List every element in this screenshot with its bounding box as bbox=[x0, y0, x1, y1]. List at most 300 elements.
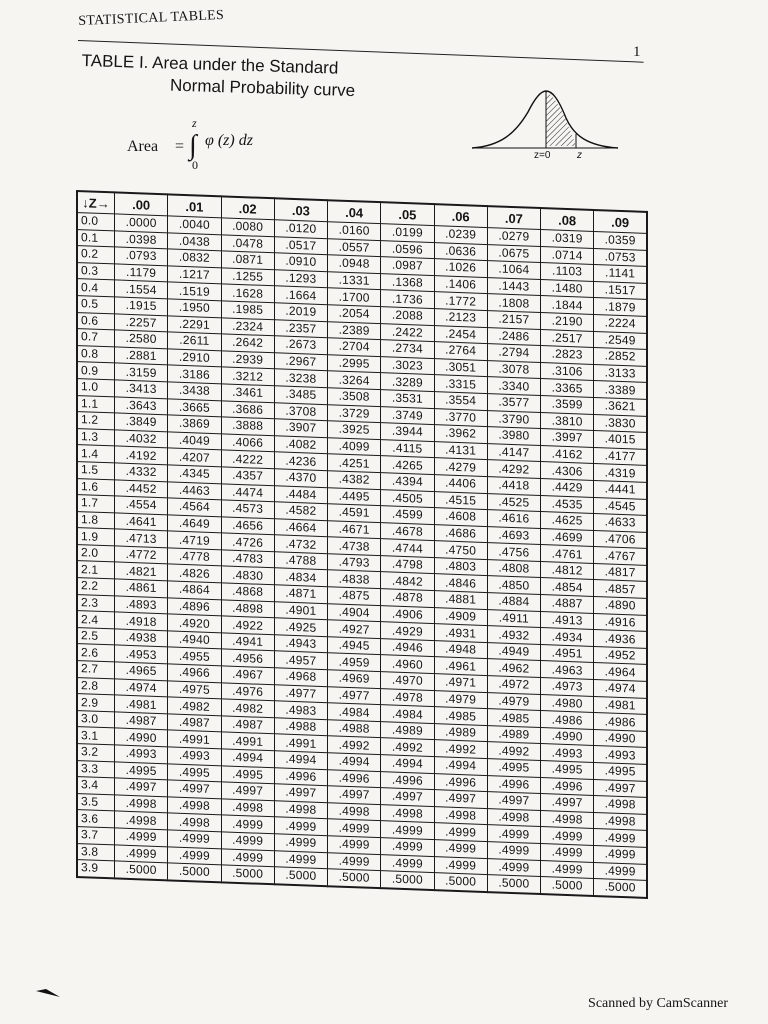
area-value-cell: .4292 bbox=[487, 460, 540, 479]
area-value-cell: .4979 bbox=[434, 690, 487, 709]
area-value-cell: .4998 bbox=[168, 813, 221, 832]
z-value-cell: 1.1 bbox=[77, 395, 115, 413]
area-value-cell: .4941 bbox=[221, 633, 274, 652]
area-value-cell: .3925 bbox=[328, 421, 381, 440]
area-value-cell: .1293 bbox=[274, 270, 327, 289]
z-value-cell: 1.0 bbox=[77, 378, 115, 396]
area-value-cell: .4967 bbox=[221, 666, 274, 685]
area-value-cell: .5000 bbox=[115, 861, 168, 880]
area-value-cell: .4306 bbox=[541, 462, 594, 481]
area-value-cell: .1950 bbox=[168, 299, 221, 318]
area-value-cell: .4934 bbox=[541, 628, 594, 647]
area-value-cell: .4999 bbox=[541, 844, 594, 863]
area-value-cell: .4974 bbox=[115, 679, 168, 698]
area-value-cell: .3554 bbox=[434, 392, 487, 411]
area-value-cell: .1517 bbox=[594, 281, 647, 300]
area-value-cell: .0714 bbox=[541, 246, 594, 265]
area-value-cell: .4975 bbox=[168, 680, 221, 699]
z-value-cell: 3.1 bbox=[77, 727, 115, 745]
area-value-cell: .3708 bbox=[274, 402, 327, 421]
area-value-cell: .4946 bbox=[381, 639, 434, 658]
area-value-cell: .5000 bbox=[541, 877, 594, 896]
area-value-cell: .3686 bbox=[221, 400, 274, 419]
area-value-cell: .4920 bbox=[168, 614, 221, 633]
area-value-cell: .2054 bbox=[328, 305, 381, 324]
area-value-cell: .0239 bbox=[434, 226, 487, 245]
area-value-cell: .3621 bbox=[594, 397, 647, 416]
area-value-cell: .4887 bbox=[541, 595, 594, 614]
area-value-cell: .0793 bbox=[115, 247, 168, 266]
area-value-cell: .1217 bbox=[168, 266, 221, 285]
z-value-cell: 0.8 bbox=[77, 345, 115, 363]
area-value-cell: .4976 bbox=[221, 682, 274, 701]
area-value-cell: .1844 bbox=[541, 296, 594, 315]
area-value-cell: .4972 bbox=[487, 676, 540, 695]
area-value-cell: .3888 bbox=[221, 417, 274, 436]
area-value-cell: .0398 bbox=[115, 231, 168, 250]
area-value-cell: .4591 bbox=[328, 504, 381, 523]
area-value-cell: .4999 bbox=[115, 844, 168, 863]
area-value-cell: .4857 bbox=[594, 580, 647, 599]
area-value-cell: .4798 bbox=[381, 556, 434, 575]
column-header: .01 bbox=[168, 194, 221, 217]
area-value-cell: .4989 bbox=[381, 721, 434, 740]
area-value-cell: .1026 bbox=[434, 259, 487, 278]
area-value-cell: .0987 bbox=[381, 257, 434, 276]
area-value-cell: .1368 bbox=[381, 273, 434, 292]
area-value-cell: .4987 bbox=[115, 712, 168, 731]
area-value-cell: .4988 bbox=[328, 720, 381, 739]
area-value-cell: .2422 bbox=[381, 323, 434, 342]
area-value-cell: .0910 bbox=[274, 253, 327, 272]
area-value-cell: .3980 bbox=[487, 427, 540, 446]
column-header: .02 bbox=[221, 196, 274, 219]
area-value-cell: .4999 bbox=[594, 829, 647, 848]
area-value-cell: .4978 bbox=[381, 688, 434, 707]
area-value-cell: .4916 bbox=[594, 613, 647, 632]
scanner-watermark: Scanned by CamScanner bbox=[588, 996, 728, 1011]
area-value-cell: .4868 bbox=[221, 583, 274, 602]
area-value-cell: .4998 bbox=[328, 803, 381, 822]
area-value-cell: .4162 bbox=[541, 445, 594, 464]
area-value-cell: .4842 bbox=[381, 572, 434, 591]
area-value-cell: .4999 bbox=[541, 827, 594, 846]
area-value-cell: .3577 bbox=[487, 394, 540, 413]
area-value-cell: .2257 bbox=[115, 313, 168, 332]
area-value-cell: .4929 bbox=[381, 622, 434, 641]
area-value-cell: .1255 bbox=[221, 268, 274, 287]
area-value-cell: .1480 bbox=[541, 279, 594, 298]
area-value-cell: .4693 bbox=[487, 526, 540, 545]
area-value-cell: .4995 bbox=[594, 762, 647, 781]
area-value-cell: .0636 bbox=[434, 242, 487, 261]
area-value-cell: .5000 bbox=[487, 875, 540, 894]
area-value-cell: .4999 bbox=[168, 830, 221, 849]
area-value-cell: .5000 bbox=[274, 867, 327, 886]
area-value-cell: .4998 bbox=[381, 804, 434, 823]
area-value-cell: .4936 bbox=[594, 630, 647, 649]
area-value-cell: .3238 bbox=[274, 369, 327, 388]
area-value-cell: .4994 bbox=[381, 755, 434, 774]
area-value-cell: .4394 bbox=[381, 473, 434, 492]
area-value-cell: .4968 bbox=[274, 668, 327, 687]
integral-sign: ∫ bbox=[189, 130, 197, 161]
area-value-cell: .4738 bbox=[328, 537, 381, 556]
area-value-cell: .4382 bbox=[328, 471, 381, 490]
area-value-cell: .4996 bbox=[434, 773, 487, 792]
area-value-cell: .3023 bbox=[381, 356, 434, 375]
area-value-cell: .1443 bbox=[487, 277, 540, 296]
area-value-cell: .4951 bbox=[541, 644, 594, 663]
area-value-cell: .4671 bbox=[328, 520, 381, 539]
area-value-cell: .2910 bbox=[168, 349, 221, 368]
area-value-cell: .2642 bbox=[221, 334, 274, 353]
area-value-cell: .4949 bbox=[487, 642, 540, 661]
area-value-cell: .4992 bbox=[381, 738, 434, 757]
area-value-cell: .2123 bbox=[434, 309, 487, 328]
area-value-cell: .3643 bbox=[115, 396, 168, 415]
area-value-cell: .4463 bbox=[168, 481, 221, 500]
column-header: .03 bbox=[274, 198, 327, 221]
area-value-cell: .2967 bbox=[274, 353, 327, 372]
area-value-cell: .4994 bbox=[274, 751, 327, 770]
area-value-cell: .4370 bbox=[274, 469, 327, 488]
area-value-cell: .4878 bbox=[381, 589, 434, 608]
area-value-cell: .4505 bbox=[381, 489, 434, 508]
area-value-cell: .4988 bbox=[274, 718, 327, 737]
area-value-cell: .4992 bbox=[328, 736, 381, 755]
z-value-cell: 1.3 bbox=[77, 428, 115, 446]
area-value-cell: .0199 bbox=[381, 224, 434, 243]
area-value-cell: .4960 bbox=[381, 655, 434, 674]
area-value-cell: .3389 bbox=[594, 381, 647, 400]
area-value-cell: .4998 bbox=[115, 811, 168, 830]
z-value-cell: 3.3 bbox=[77, 760, 115, 778]
area-value-cell: .4999 bbox=[381, 821, 434, 840]
area-value-cell: .4974 bbox=[594, 680, 647, 699]
area-value-cell: .1664 bbox=[274, 286, 327, 305]
area-value-cell: .2549 bbox=[594, 331, 647, 350]
area-value-cell: .4996 bbox=[541, 777, 594, 796]
area-value-cell: .5000 bbox=[168, 863, 221, 882]
z-value-cell: 0.2 bbox=[77, 246, 115, 264]
area-value-cell: .4985 bbox=[487, 709, 540, 728]
area-value-cell: .4997 bbox=[487, 792, 540, 811]
area-value-cell: .4699 bbox=[541, 528, 594, 547]
area-value-cell: .2794 bbox=[487, 344, 540, 363]
area-value-cell: .4573 bbox=[221, 500, 274, 519]
area-value-cell: .3212 bbox=[221, 367, 274, 386]
corner-header: ↓Z→ bbox=[77, 191, 115, 214]
area-value-cell: .4998 bbox=[594, 812, 647, 831]
area-value-cell: .0517 bbox=[274, 236, 327, 255]
area-value-cell: .4582 bbox=[274, 502, 327, 521]
z-value-cell: 3.6 bbox=[77, 810, 115, 828]
area-value-cell: .4999 bbox=[594, 845, 647, 864]
z-value-cell: 2.5 bbox=[77, 627, 115, 645]
area-value-cell: .4927 bbox=[328, 620, 381, 639]
area-value-cell: .3365 bbox=[541, 379, 594, 398]
area-value-cell: .4984 bbox=[381, 705, 434, 724]
area-value-cell: .4898 bbox=[221, 599, 274, 618]
z-value-cell: 2.3 bbox=[77, 594, 115, 612]
area-value-cell: .4956 bbox=[221, 649, 274, 668]
area-value-cell: .4995 bbox=[221, 765, 274, 784]
area-value-cell: .4987 bbox=[221, 716, 274, 735]
area-value-cell: .4236 bbox=[274, 452, 327, 471]
area-value-cell: .4429 bbox=[541, 478, 594, 497]
area-value-cell: .4999 bbox=[274, 834, 327, 853]
area-value-cell: .0120 bbox=[274, 220, 327, 239]
area-value-cell: .4826 bbox=[168, 564, 221, 583]
z-value-cell: 3.2 bbox=[77, 744, 115, 762]
formula-area-label: Area bbox=[127, 138, 159, 155]
area-value-cell: .4990 bbox=[594, 729, 647, 748]
area-value-cell: .4997 bbox=[541, 794, 594, 813]
area-value-cell: .0478 bbox=[221, 234, 274, 253]
area-value-cell: .4474 bbox=[221, 483, 274, 502]
area-value-cell: .1554 bbox=[115, 280, 168, 299]
area-value-cell: .4871 bbox=[274, 585, 327, 604]
area-value-cell: .0871 bbox=[221, 251, 274, 270]
area-value-cell: .4997 bbox=[274, 784, 327, 803]
area-value-cell: .2734 bbox=[381, 340, 434, 359]
area-value-cell: .2704 bbox=[328, 338, 381, 357]
area-value-cell: .3413 bbox=[115, 380, 168, 399]
area-value-cell: .4846 bbox=[434, 574, 487, 593]
area-value-cell: .3159 bbox=[115, 363, 168, 382]
area-value-cell: .4319 bbox=[594, 464, 647, 483]
area-value-cell: .2291 bbox=[168, 315, 221, 334]
area-value-cell: .4996 bbox=[274, 767, 327, 786]
area-value-cell: .4948 bbox=[434, 640, 487, 659]
area-value-cell: .0359 bbox=[594, 231, 647, 250]
area-value-cell: .4713 bbox=[115, 529, 168, 548]
area-value-cell: .2852 bbox=[594, 348, 647, 367]
area-value-cell: .4049 bbox=[168, 432, 221, 451]
area-value-cell: .4993 bbox=[168, 747, 221, 766]
area-value-cell: .4099 bbox=[328, 437, 381, 456]
area-value-cell: .4999 bbox=[274, 850, 327, 869]
area-value-cell: .4222 bbox=[221, 450, 274, 469]
area-value-cell: .4996 bbox=[328, 769, 381, 788]
area-value-cell: .4982 bbox=[221, 699, 274, 718]
area-value-cell: .4850 bbox=[487, 576, 540, 595]
area-value-cell: .4788 bbox=[274, 552, 327, 571]
area-value-cell: .4986 bbox=[594, 713, 647, 732]
area-value-cell: .4564 bbox=[168, 498, 221, 517]
area-value-cell: .4999 bbox=[274, 817, 327, 836]
area-value-cell: .4918 bbox=[115, 612, 168, 631]
area-value-cell: .1519 bbox=[168, 282, 221, 301]
z-table-body bbox=[77, 213, 647, 898]
area-value-cell: .4834 bbox=[274, 568, 327, 587]
area-value-cell: .4625 bbox=[541, 512, 594, 531]
area-value-cell: .3106 bbox=[541, 362, 594, 381]
area-value-cell: .4977 bbox=[274, 684, 327, 703]
area-value-cell: .4808 bbox=[487, 559, 540, 578]
area-value-cell: .4881 bbox=[434, 591, 487, 610]
area-value-cell: .4997 bbox=[434, 790, 487, 809]
area-value-cell: .3997 bbox=[541, 429, 594, 448]
z-value-cell: 2.6 bbox=[77, 644, 115, 662]
area-value-cell: .4767 bbox=[594, 547, 647, 566]
area-value-cell: .4999 bbox=[328, 819, 381, 838]
area-value-cell: .2357 bbox=[274, 319, 327, 338]
area-value-cell: .4906 bbox=[381, 605, 434, 624]
shaded-area bbox=[546, 92, 576, 146]
area-value-cell: .3810 bbox=[541, 412, 594, 431]
area-value-cell: .4999 bbox=[381, 854, 434, 873]
area-value-cell: .3315 bbox=[434, 375, 487, 394]
area-value-cell: .4998 bbox=[168, 797, 221, 816]
area-value-cell: .4991 bbox=[274, 734, 327, 753]
area-value-cell: .4131 bbox=[434, 441, 487, 460]
area-value-cell: .4999 bbox=[434, 856, 487, 875]
area-value-cell: .4719 bbox=[168, 531, 221, 550]
z-value-cell: 3.0 bbox=[77, 710, 115, 728]
z-value-cell: 2.7 bbox=[77, 661, 115, 679]
area-value-cell: .4599 bbox=[381, 506, 434, 525]
area-value-cell: .2157 bbox=[487, 311, 540, 330]
area-value-cell: .4922 bbox=[221, 616, 274, 635]
area-value-cell: .0557 bbox=[328, 238, 381, 257]
area-value-cell: .4997 bbox=[594, 779, 647, 798]
area-value-cell: .4999 bbox=[487, 858, 540, 877]
area-value-cell: .4772 bbox=[115, 546, 168, 565]
area-value-cell: .2486 bbox=[487, 327, 540, 346]
area-value-cell: .3438 bbox=[168, 382, 221, 401]
area-value-cell: .2224 bbox=[594, 314, 647, 333]
area-value-cell: .2190 bbox=[541, 313, 594, 332]
area-value-cell: .5000 bbox=[221, 865, 274, 884]
section-header: STATISTICAL TABLES bbox=[78, 7, 225, 29]
area-value-cell: .3944 bbox=[381, 423, 434, 442]
area-value-cell: .0596 bbox=[381, 240, 434, 259]
area-value-cell: .4932 bbox=[487, 626, 540, 645]
area-value-cell: .4999 bbox=[434, 840, 487, 859]
z-value-cell: 0.7 bbox=[77, 329, 115, 347]
area-value-cell: .4999 bbox=[541, 860, 594, 879]
area-value-cell: .4452 bbox=[115, 479, 168, 498]
area-value-cell: .4982 bbox=[168, 697, 221, 716]
page-number: 1 bbox=[633, 44, 641, 60]
area-value-cell: .4989 bbox=[434, 723, 487, 742]
area-value-cell: .4893 bbox=[115, 596, 168, 615]
area-value-cell: .0438 bbox=[168, 232, 221, 251]
area-value-cell: .4015 bbox=[594, 431, 647, 450]
area-value-cell: .1628 bbox=[221, 284, 274, 303]
area-value-cell: .0279 bbox=[487, 228, 540, 247]
area-value-cell: .4998 bbox=[487, 808, 540, 827]
area-value-cell: .4821 bbox=[115, 562, 168, 581]
area-value-cell: .4995 bbox=[168, 763, 221, 782]
area-value-cell: .4817 bbox=[594, 563, 647, 582]
area-value-cell: .1808 bbox=[487, 294, 540, 313]
area-value-cell: .5000 bbox=[328, 869, 381, 888]
area-value-cell: .4495 bbox=[328, 487, 381, 506]
area-value-cell: .4884 bbox=[487, 593, 540, 612]
area-value-cell: .4989 bbox=[487, 725, 540, 744]
column-header: .04 bbox=[328, 200, 381, 223]
area-value-cell: .4990 bbox=[541, 727, 594, 746]
z-value-cell: 1.9 bbox=[77, 528, 115, 546]
area-value-cell: .4957 bbox=[274, 651, 327, 670]
area-value-cell: .4985 bbox=[434, 707, 487, 726]
curve-label-z: z bbox=[577, 150, 582, 161]
area-value-cell: .4980 bbox=[541, 694, 594, 713]
area-value-cell: .4778 bbox=[168, 548, 221, 567]
area-value-cell: .2324 bbox=[221, 317, 274, 336]
area-value-cell: .3186 bbox=[168, 365, 221, 384]
area-value-cell: .1772 bbox=[434, 292, 487, 311]
area-value-cell: .3770 bbox=[434, 408, 487, 427]
area-value-cell: .4999 bbox=[328, 852, 381, 871]
area-value-cell: .4999 bbox=[594, 862, 647, 881]
area-value-cell: .4970 bbox=[381, 672, 434, 691]
area-value-cell: .4952 bbox=[594, 646, 647, 665]
area-value-cell: .4744 bbox=[381, 539, 434, 558]
area-value-cell: .3790 bbox=[487, 410, 540, 429]
area-value-cell: .1141 bbox=[594, 265, 647, 284]
area-value-cell: .1064 bbox=[487, 261, 540, 280]
area-value-cell: .4979 bbox=[487, 692, 540, 711]
z-value-cell: 1.8 bbox=[77, 511, 115, 529]
area-value-cell: .3289 bbox=[381, 373, 434, 392]
area-value-cell: .4875 bbox=[328, 587, 381, 606]
area-value-cell: .4750 bbox=[434, 541, 487, 560]
area-value-cell: .4998 bbox=[274, 801, 327, 820]
area-value-cell: .4969 bbox=[328, 670, 381, 689]
area-value-cell: .4999 bbox=[487, 842, 540, 861]
column-header: .07 bbox=[487, 206, 540, 229]
area-value-cell: .0832 bbox=[168, 249, 221, 268]
area-value-cell: .2764 bbox=[434, 342, 487, 361]
area-value-cell: .4991 bbox=[221, 732, 274, 751]
area-value-cell: .4904 bbox=[328, 603, 381, 622]
area-value-cell: .4656 bbox=[221, 517, 274, 536]
area-value-cell: .4981 bbox=[594, 696, 647, 715]
area-value-cell: .3531 bbox=[381, 390, 434, 409]
area-value-cell: .1103 bbox=[541, 263, 594, 282]
z-value-cell: 1.5 bbox=[77, 461, 115, 479]
curve-label-z0: z=0 bbox=[534, 150, 551, 161]
column-header: .05 bbox=[381, 202, 434, 225]
area-value-cell: .4966 bbox=[168, 664, 221, 683]
area-value-cell: .4996 bbox=[381, 771, 434, 790]
z-value-cell: 0.4 bbox=[77, 279, 115, 297]
area-value-cell: .4990 bbox=[115, 728, 168, 747]
area-value-cell: .4909 bbox=[434, 607, 487, 626]
area-value-cell: .4864 bbox=[168, 581, 221, 600]
area-value-cell: .4418 bbox=[487, 476, 540, 495]
area-value-cell: .4706 bbox=[594, 530, 647, 549]
area-value-cell: .4993 bbox=[541, 744, 594, 763]
area-value-cell: .4959 bbox=[328, 653, 381, 672]
area-value-cell: .4995 bbox=[487, 759, 540, 778]
area-value-cell: .4983 bbox=[274, 701, 327, 720]
area-value-cell: .3485 bbox=[274, 386, 327, 405]
area-value-cell: .4115 bbox=[381, 439, 434, 458]
area-value-cell: .4913 bbox=[541, 611, 594, 630]
area-value-cell: .4997 bbox=[168, 780, 221, 799]
area-value-cell: .2088 bbox=[381, 307, 434, 326]
area-value-cell: .4357 bbox=[221, 467, 274, 486]
area-value-cell: .3962 bbox=[434, 425, 487, 444]
area-value-cell: .0948 bbox=[328, 255, 381, 274]
area-value-cell: .3264 bbox=[328, 371, 381, 390]
area-value-cell: .4961 bbox=[434, 657, 487, 676]
